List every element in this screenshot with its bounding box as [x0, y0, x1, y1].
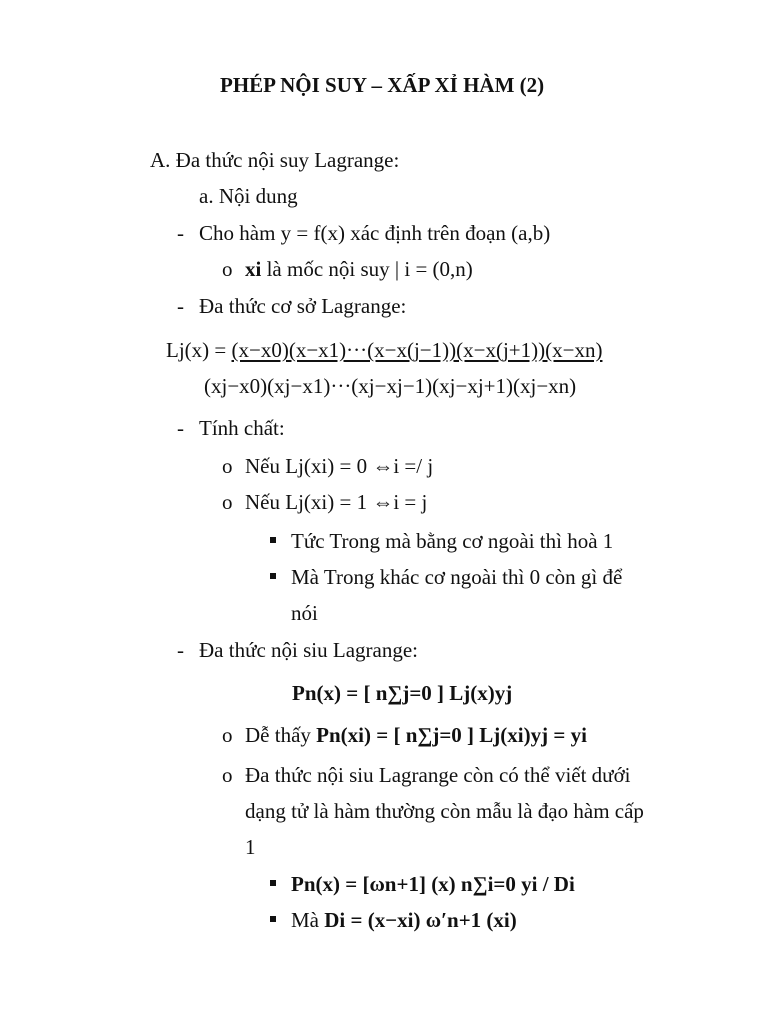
list-item-text: Đa thức nội siu Lagrange còn có thể viết dưới [245, 763, 631, 787]
bold-formula: Pn(xi) = [ n∑j=0 ] Lj(xi)yj = yi [316, 723, 587, 747]
page-title: PHÉP NỘI SUY – XẤP XỈ HÀM (2) [220, 73, 545, 97]
dash-bullet: - [177, 416, 184, 440]
dash-bullet: - [177, 294, 184, 318]
bold-term: xi [245, 257, 262, 281]
list-item-text [245, 722, 587, 748]
circle-bullet: o [222, 454, 233, 478]
term-description: là mốc nội suy | i = (0,n) [261, 257, 473, 281]
list-item-text: Nếu Lj(xi) = 1 ⇔i = j [245, 490, 428, 514]
list-item-formula: Pn(x) = [ωn+1] (x) n∑i=0 yi / Di [291, 872, 575, 896]
circle-bullet: o [222, 490, 233, 514]
section-a-heading: A. Đa thức nội suy Lagrange: [150, 148, 400, 172]
list-item-text: Tính chất: [199, 416, 285, 440]
bold-formula: Di = (x−xi) ω′n+1 (xi) [324, 908, 517, 932]
list-item-text [245, 256, 473, 282]
dash-bullet: - [177, 638, 184, 662]
list-item-text: Cho hàm y = f(x) xác định trên đoạn (a,b) [199, 221, 551, 245]
list-item-text: Nếu Lj(xi) = 0 ⇔i =/ j [245, 454, 434, 478]
formula-denominator: (xj−x0)(xj−x1)···(xj−xj−1)(xj−xj+1)(xj−xn) [204, 374, 577, 398]
dash-bullet: - [177, 221, 184, 245]
square-bullet-icon [270, 916, 276, 922]
text-prefix: Dễ thấy [245, 723, 317, 747]
text-prefix: Mà [291, 908, 325, 932]
list-item-text [291, 907, 517, 933]
circle-bullet: o [222, 257, 233, 281]
square-bullet-icon [270, 537, 276, 543]
formula-numerator: (x−x0)(x−x1)···(x−x(j−1))(x−x(j+1))(x−xn) [231, 338, 603, 362]
list-item-text: Mà Trong khác cơ ngoài thì 0 còn gì để [291, 565, 623, 589]
list-item-text-continued: 1 [245, 835, 256, 859]
list-item-text: Đa thức nội siu Lagrange: [199, 638, 418, 662]
list-item-text: Đa thức cơ sở Lagrange: [199, 294, 407, 318]
list-item-text-continued: dạng tử là hàm thường còn mẫu là đạo hàm cấp [245, 799, 644, 823]
formula-lhs: Lj(x) = [166, 338, 232, 362]
subsection-a-heading: a. Nội dung [199, 184, 298, 208]
circle-bullet: o [222, 723, 233, 747]
circle-bullet: o [222, 763, 233, 787]
square-bullet-icon [270, 880, 276, 886]
list-item-text-continued: nói [291, 601, 318, 625]
lagrange-polynomial-formula: Pn(x) = [ n∑j=0 ] Lj(x)yj [292, 681, 513, 705]
lagrange-basis-formula [166, 337, 602, 363]
list-item-text: Tức Trong mà bằng cơ ngoài thì hoà 1 [291, 529, 614, 553]
square-bullet-icon [270, 573, 276, 579]
